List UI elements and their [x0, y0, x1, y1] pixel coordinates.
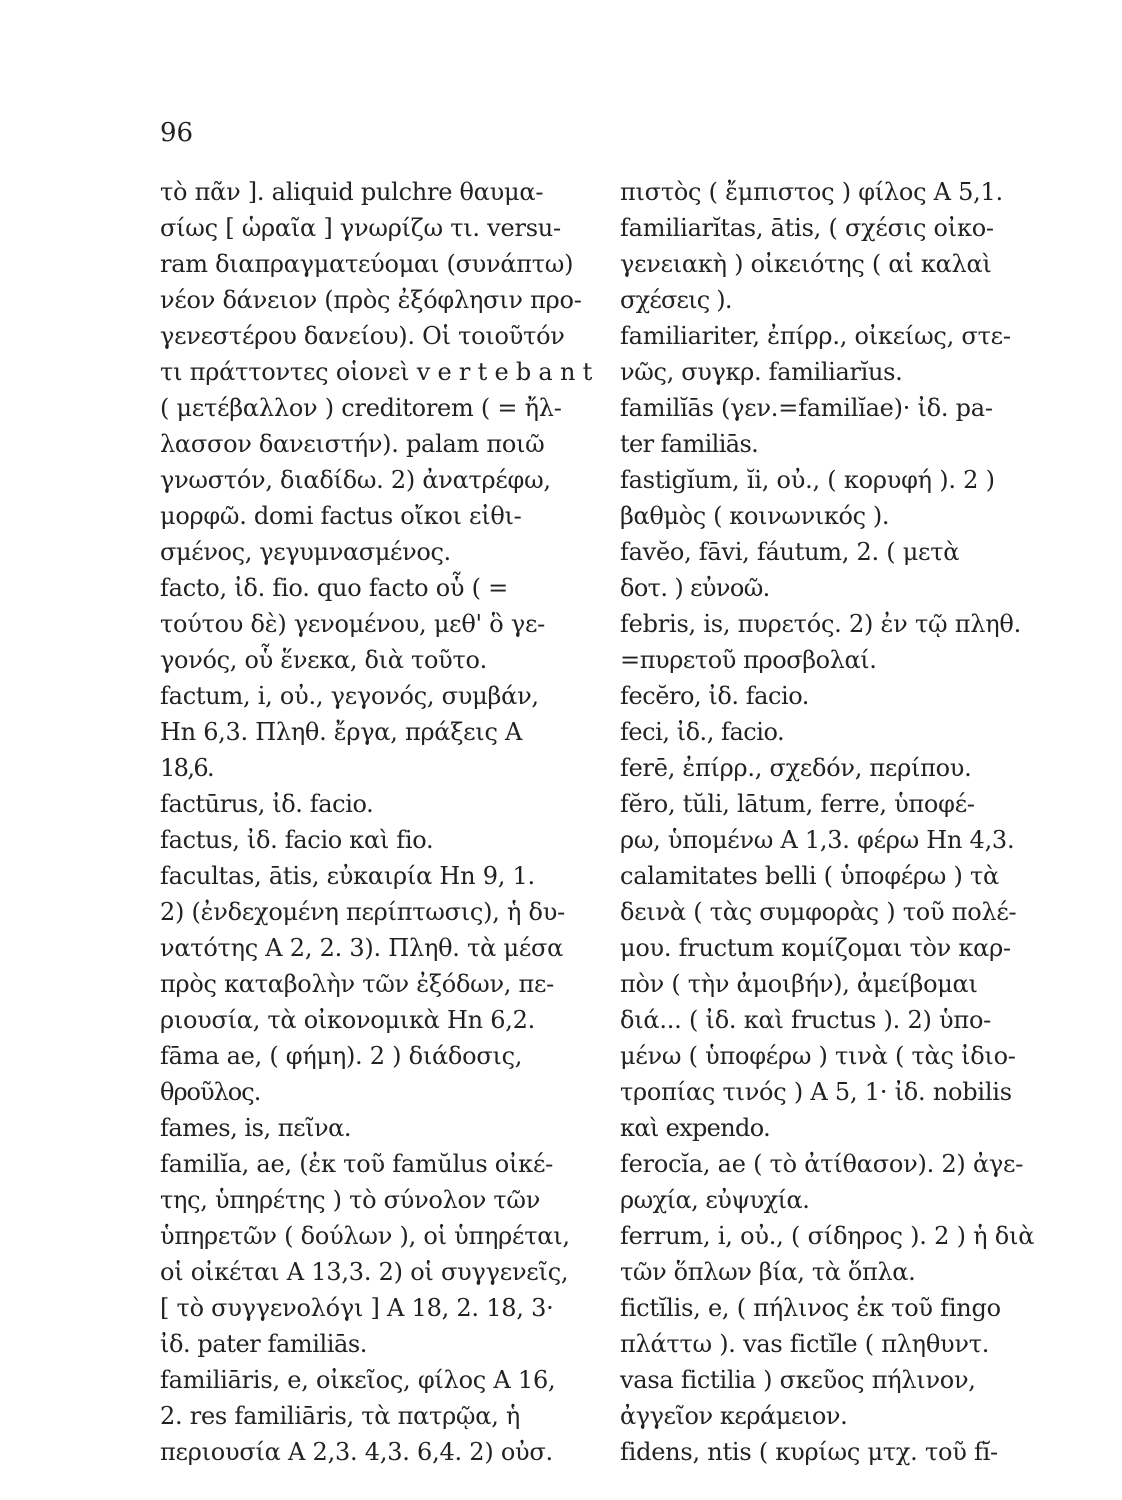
entry-line: τροπίας τινός ) A 5, 1· ἰδ. nobilis	[620, 1078, 1012, 1106]
entry-line: γνωστόν, διαδίδω. 2) ἀνατρέφω,	[160, 466, 551, 494]
entry-line: μένω ( ὑποφέρω ) τινὰ ( τὰς ἰδιο-	[620, 1042, 1016, 1070]
entry-line: της, ὑπηρέτης ) τὸ σύνολον τῶν	[160, 1186, 541, 1214]
entry-line: δοτ. ) εὐνοῶ.	[620, 574, 770, 602]
entry-line: ( μετέβαλλον ) creditorem ( = ἤλ-	[160, 394, 562, 422]
entry-line: βαθμὸς ( κοινωνικός ).	[620, 502, 890, 530]
entry-line: feci, ἰδ., facio.	[620, 718, 785, 746]
dictionary-column-left	[160, 174, 600, 1470]
dictionary-column-right	[620, 174, 1060, 1470]
entry-line: factum, i, οὐ., γεγονός, συμβάν,	[160, 682, 539, 710]
entry-line: πὸν ( τὴν ἀμοιβήν), ἀμείβομαι	[620, 970, 978, 998]
entry-line: ferrum, i, οὐ., ( σίδηρος ). 2 ) ἡ διὰ	[620, 1222, 1035, 1250]
entry-line: ρωχία, εὐψυχία.	[620, 1186, 810, 1214]
entry-line: [ τὸ συγγενολόγι ] A 18, 2. 18, 3·	[160, 1294, 554, 1322]
entry-line: fictĭlis, e, ( πήλινος ἐκ τοῦ fingo	[620, 1294, 1001, 1322]
entry-line: οἱ οἰκέται A 13,3. 2) οἱ συγγενεῖς,	[160, 1258, 569, 1286]
entry-line: δεινὰ ( τὰς συμφορὰς ) τοῦ πολέ-	[620, 898, 1017, 926]
entry-line: facto, ἰδ. fio. quo facto οὗ ( =	[160, 574, 508, 602]
entry-line: λασσον δανειστήν). palam ποιῶ	[160, 430, 545, 458]
entry-line: τὸ πᾶν ]. aliquid pulchre θαυμα-	[160, 178, 544, 206]
entry-line: factus, ἰδ. facio καὶ fio.	[160, 826, 434, 854]
entry-line: factūrus, ἰδ. facio.	[160, 790, 374, 818]
entry-line: ὑπηρετῶν ( δούλων ), οἱ ὑπηρέται,	[160, 1222, 570, 1250]
entry-line: 2. res familiāris, τὰ πατρῷα, ἡ	[160, 1402, 521, 1430]
entry-line: familiariter, ἐπίρρ., οἰκείως, στε-	[620, 322, 1011, 350]
entry-line: μορφῶ. domi factus οἴκοι εἰθι-	[160, 502, 522, 530]
entry-line: 2) (ἐνδεχομένη περίπτωσις), ἡ δυ-	[160, 898, 565, 926]
entry-line: ferē, ἐπίρρ., σχεδόν, περίπου.	[620, 754, 972, 782]
entry-line: μου. fructum κομίζομαι τὸν καρ-	[620, 934, 1011, 962]
entry-line: vasa fictilia ) σκεῦος πήλινον,	[620, 1366, 976, 1394]
entry-line: favĕo, fāvi, fáutum, 2. ( μετὰ	[620, 538, 960, 566]
entry-line: fastigĭum, ĭi, οὐ., ( κορυφή ). 2 )	[620, 466, 995, 494]
entry-line: Hn 6,3. Πληθ. ἔργα, πράξεις A	[160, 718, 523, 746]
entry-line: fames, is, πεῖνα.	[160, 1114, 352, 1142]
entry-line: febris, is, πυρετός. 2) ἐν τῷ πληθ.	[620, 610, 1022, 638]
entry-line: fāma ae, ( φήμη). 2 ) διάδοσις,	[160, 1042, 523, 1070]
page-number: 96	[160, 118, 194, 148]
entry-line: ριουσία, τὰ οἰκονομικὰ Hn 6,2.	[160, 1006, 535, 1034]
entry-line: γενεστέρου δανείου). Οἱ τοιοῦτόν	[160, 322, 565, 350]
entry-line: fidens, ntis ( κυρίως μτχ. τοῦ fĭ-	[620, 1438, 998, 1466]
entry-line: ter familiās.	[620, 430, 759, 458]
entry-line: σχέσεις ).	[620, 286, 732, 314]
entry-line: νατότης A 2, 2. 3). Πληθ. τὰ μέσα	[160, 934, 564, 962]
entry-line: calamitates belli ( ὑποφέρω ) τὰ	[620, 862, 999, 890]
entry-line: familĭās (γεν.=familĭae)· ἰδ. pa-	[620, 394, 993, 422]
entry-line: fecĕro, ἰδ. facio.	[620, 682, 809, 710]
entry-line: 18,6.	[160, 754, 214, 782]
entry-line: τι πράττοντες οἱονεὶ v e r t e b a n t	[160, 358, 593, 386]
entry-line: =πυρετοῦ προσβολαί.	[620, 646, 877, 674]
entry-line: καὶ expendo.	[620, 1114, 771, 1142]
entry-line: fĕro, tŭli, lātum, ferre, ὑποφέ-	[620, 790, 975, 818]
entry-line: περιουσία A 2,3. 4,3. 6,4. 2) οὐσ.	[160, 1438, 553, 1466]
entry-line: familĭa, ae, (ἐκ τοῦ famŭlus οἰκέ-	[160, 1150, 554, 1178]
entry-line: σίως [ ὡραῖα ] γνωρίζω τι. versu-	[160, 214, 561, 242]
entry-line: ferocĭa, ae ( τὸ ἀτίθασον). 2) ἀγε-	[620, 1150, 1024, 1178]
entry-line: ἰδ. pater familiās.	[160, 1330, 367, 1358]
entry-line: τούτου δὲ) γενομένου, μεθ' ὃ γε-	[160, 610, 545, 638]
entry-line: ἀγγεῖον κεράμειον.	[620, 1402, 848, 1430]
entry-line: πιστὸς ( ἔμπιστος ) φίλος A 5,1.	[620, 178, 1003, 206]
entry-line: facultas, ātis, εὐκαιρία Hn 9, 1.	[160, 862, 535, 890]
entry-line: θροῦλος.	[160, 1078, 261, 1106]
entry-line: νέον δάνειον (πρὸς ἐξόφλησιν προ-	[160, 286, 582, 314]
entry-line: τῶν ὅπλων βία, τὰ ὅπλα.	[620, 1258, 916, 1286]
entry-line: διά... ( ἰδ. καὶ fructus ). 2) ὑπο-	[620, 1006, 992, 1034]
entry-line: γονός, οὗ ἕνεκα, διὰ τοῦτο.	[160, 646, 487, 674]
entry-line: ρω, ὑπομένω A 1,3. φέρω Hn 4,3.	[620, 826, 1015, 854]
entry-line: familiāris, e, οἰκεῖος, φίλος A 16,	[160, 1366, 556, 1394]
entry-line: πλάττω ). vas fictĭle ( πληθυντ.	[620, 1330, 990, 1358]
entry-line: νῶς, συγκρ. familiarĭus.	[620, 358, 903, 386]
entry-line: γενειακὴ ) οἰκειότης ( αἱ καλαὶ	[620, 250, 992, 278]
entry-line: πρὸς καταβολὴν τῶν ἐξόδων, πε-	[160, 970, 555, 998]
entry-line: familiarĭtas, ātis, ( σχέσις οἰκο-	[620, 214, 994, 242]
entry-line: ram διαπραγματεύομαι (συνάπτω)	[160, 250, 574, 278]
entry-line: σμένος, γεγυμνασμένος.	[160, 538, 451, 566]
